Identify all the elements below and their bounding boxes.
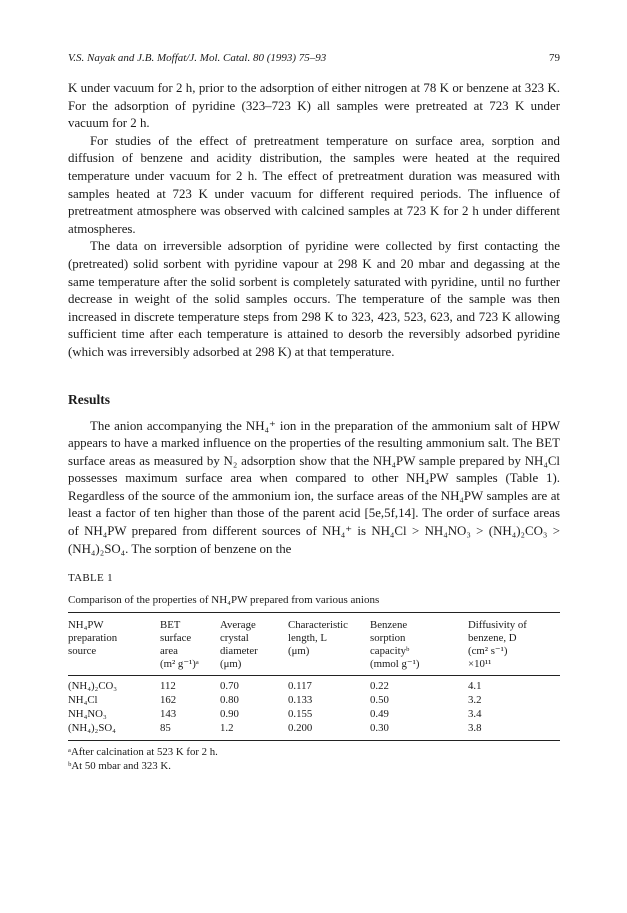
cell-bet: 112 (160, 680, 176, 693)
section-title-results: Results (68, 391, 111, 407)
table-header-row (68, 613, 560, 676)
header-diffusivity: Diffusivity of benzene, D (cm² s⁻¹) ×10¹¹ (468, 613, 560, 676)
cell-source: NH₄NO₃ (68, 708, 107, 721)
properties-table (68, 612, 560, 741)
cell-diffusivity: 3.4 (468, 708, 482, 721)
header-crystal-diameter: Average crystal diameter (μm) (220, 613, 288, 676)
cell-length: 0.155 (288, 708, 313, 721)
cell-source: (NH₄)₂SO₄ (68, 721, 160, 741)
table-caption: Comparison of the properties of NH₄PW prepared from various anions (68, 594, 380, 607)
header-benzene-sorption: Benzene sorption capacityᵇ (mmol g⁻¹) (370, 613, 468, 676)
table-row (68, 721, 560, 741)
cell-length: 0.200 (288, 721, 370, 741)
methods-text (68, 80, 560, 362)
cell-source: (NH₄)₂CO₃ (68, 680, 118, 693)
table-row (68, 676, 560, 694)
cell-sorption: 0.50 (370, 694, 389, 707)
header-bet-surface-area: BET surface area (m² g⁻¹)ᵃ (160, 613, 220, 676)
cell-sorption: 0.22 (370, 680, 389, 693)
cell-sorption: 0.30 (370, 721, 468, 741)
cell-source: NH₄Cl (68, 694, 98, 707)
footnote-a: ᵃAfter calcination at 523 K for 2 h. (68, 746, 218, 759)
cell-sorption: 0.49 (370, 708, 389, 721)
header-citation: V.S. Nayak and J.B. Moffat/J. Mol. Catal. 80 (1993) 75–93 (68, 52, 327, 64)
header-characteristic-length: Characteristic length, L (μm) (288, 613, 370, 676)
cell-bet: 143 (160, 708, 177, 721)
running-header (68, 52, 560, 70)
cell-length: 0.117 (288, 680, 312, 693)
cell-diffusivity: 4.1 (468, 680, 482, 693)
table-row (68, 693, 560, 707)
cell-diffusivity: 3.8 (468, 721, 560, 741)
footnote-b: ᵇAt 50 mbar and 323 K. (68, 760, 171, 773)
cell-bet: 162 (160, 694, 177, 707)
cell-diameter: 1.2 (220, 721, 288, 741)
table-label: TABLE 1 (68, 572, 113, 585)
document-page (68, 52, 560, 773)
cell-diameter: 0.80 (220, 694, 239, 707)
cell-diameter: 0.90 (220, 708, 239, 721)
results-paragraph: The anion accompanying the NH₄⁺ ion in the preparation of the ammonium salt of HPW appears to have a marked influence on the properties of the resulting ammonium salt. The BET surface areas as measured by N₂ adsorption show that the NH₄PW sample prepared by NH₄Cl possesses maximum surface area when compared to other NH₄PW samples (Table 1). Regardless of the source of the ammonium ion, the surface areas of the NH₄PW samples are at least a factor of ten higher than those of the parent acid [5e,5f,14]. The order of surface areas of NH₄PW prepared from different sources of NH₄⁺ is NH₄Cl > NH₄NO₃ > (NH₄)₂CO₃ > (NH₄)₂SO₄. The sorption of benzene on the (68, 418, 560, 556)
cell-diffusivity: 3.2 (468, 694, 482, 707)
paragraph-3: The data on irreversible adsorption of pyridine were collected by first contacting the (pretreated) solid sorbent with pyridine vapour at 298 K and 20 mbar and degassing at the same temperature after the solid sorbent is completely saturated with pyridine, until no further decrease in weight of the solid samples occurs. The temperature of the sample was then increased in discrete temperature steps from 298 K to 323, 423, 523, 623, and 723 K allowing sufficient time after each temperature is attained to desorb the reversibly adsorbed pyridine (which was irreversibly adsorbed at 298 K) at that temperature. (68, 239, 560, 359)
paragraph-1: K under vacuum for 2 h, prior to the adsorption of either nitrogen at 78 K or benzene at 323 K. For the adsorption of pyridine (323–723 K) all samples were pretreated at 723 K under vacuum for 2 h. (68, 81, 560, 131)
cell-diameter: 0.70 (220, 680, 239, 693)
paragraph-2: For studies of the effect of pretreatment temperature on surface area, sorption and diffusion of benzene and acidity distribution, the samples were heated at the required temperature under vacuum for 2 h. The effect of pretreatment duration was measured with samples heated at 723 K under vacuum for different required periods. The influence of pretreatment atmosphere was observed with calcined samples at 723 K for 2 h under different atmospheres. (68, 133, 560, 236)
header-preparation-source: NH₄PW preparation source (68, 613, 160, 676)
page-number: 79 (549, 52, 560, 64)
results-text (68, 418, 560, 559)
table-row (68, 707, 560, 721)
table-footnotes (68, 745, 560, 773)
cell-length: 0.133 (288, 694, 313, 707)
cell-bet: 85 (160, 721, 220, 741)
